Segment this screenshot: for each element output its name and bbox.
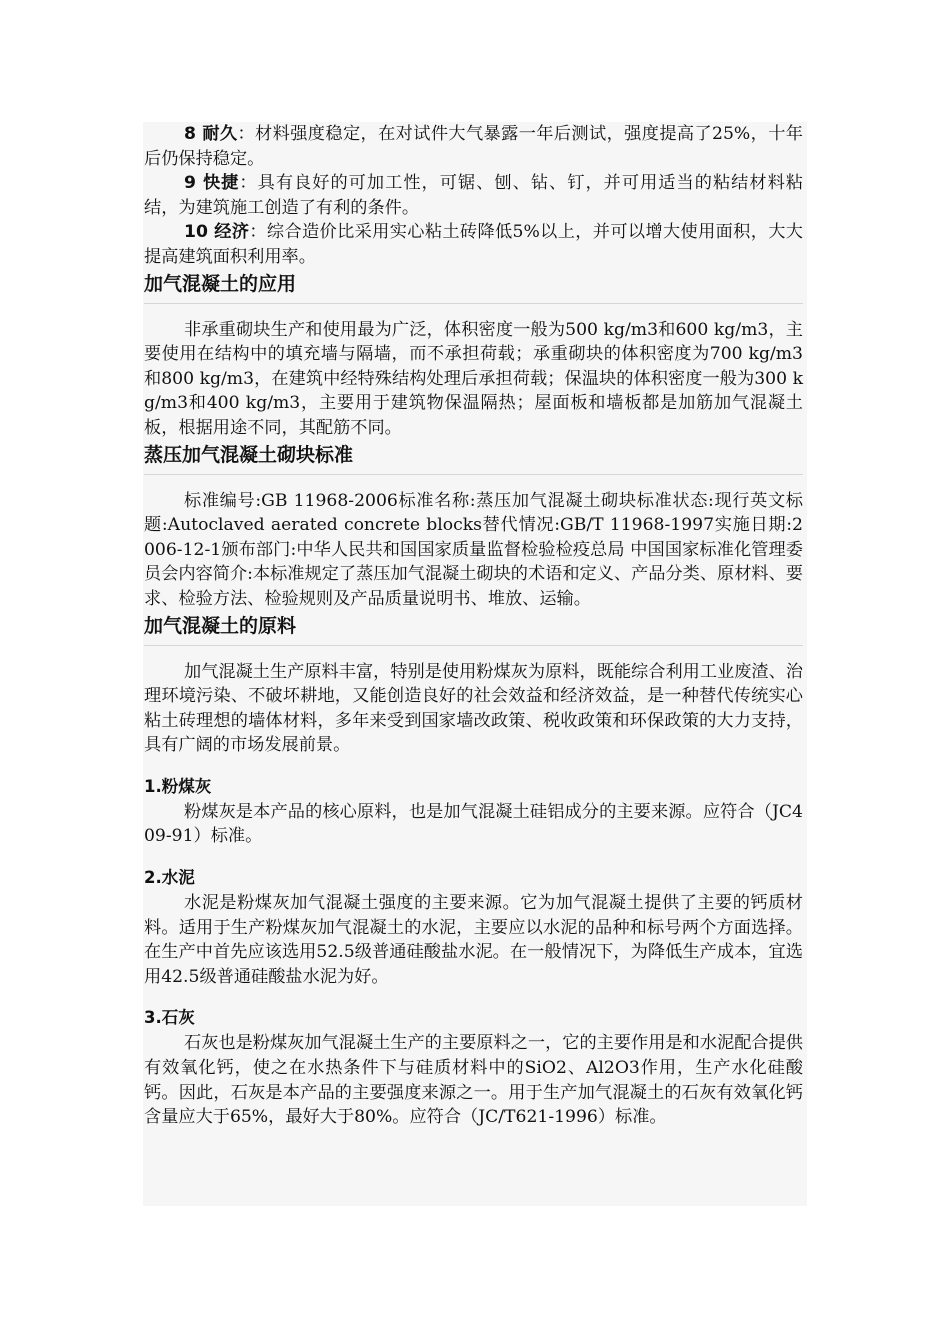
article-body [143,122,807,1206]
section-title-standard: 蒸压加气混凝土砌块标准 [144,441,803,475]
paragraph-application: 非承重砌块生产和使用最为广泛，体积密度一般为500 kg/m3和600 kg/m3，主要使用在结构中的填充墙与隔墙，而不承担荷载；承重砌块的体积密度为700 kg/m3和800 kg/m3，在建筑中经特殊结构处理后承担荷载；保温块的体积密度一般为300 kg/m3和400 kg/m3，主要用于建筑物保温隔热；屋面板和墙板都是加筋加气混凝土板，根据用途不同，其配筋不同。 [144,319,803,438]
spacer [144,849,803,865]
section-standard [144,475,803,612]
subsection-title-cement: 2.水泥 [144,868,195,888]
paragraph-flyash: 粉煤灰是本产品的核心原料，也是加气混凝土硅铝成分的主要来源。应符合（JC409-91）标准。 [144,801,803,847]
section-materials [144,646,803,1130]
text-economy: ：综合造价比采用实心粘土砖降低5%以上，并可以增大使用面积，大大提高建筑面积利用率。 [144,222,803,267]
label-quick: 9 快捷 [184,173,240,194]
paragraph-durability [144,122,803,171]
paragraph-quick [144,171,803,220]
article-inner [143,122,807,1130]
paragraph-cement: 水泥是粉煤灰加气混凝土强度的主要来源。它为加气混凝土提供了主要的钙质材料。适用于生产粉煤灰加气混凝土的水泥，主要应以水泥的品种和标号两个方面选择。在生产中首先应该选用52.5级普通硅酸盐水泥。在一般情况下，为降低生产成本，宜选用42.5级普通硅酸盐水泥为好。 [144,893,803,987]
text-quick: ：具有良好的可加工性，可锯、刨、钻、钉，并可用适当的粘结材料粘结，为建筑施工创造了有利的条件。 [144,173,803,218]
label-economy: 10 经济 [184,222,250,243]
label-durability: 8 耐久 [184,124,238,144]
paragraph-materials: 加气混凝土生产原料丰富，特别是使用粉煤灰为原料，既能综合利用工业废渣、治理环境污染、不破坏耕地，又能创造良好的社会效益和经济效益，是一种替代传统实心粘土砖理想的墙体材料，多年来受到国家墙改政策、税收政策和环保政策的大力支持，具有广阔的市场发展前景。 [144,661,803,756]
section-application [144,304,803,441]
section-title-application: 加气混凝土的应用 [144,270,803,304]
paragraph-economy [144,220,803,269]
section-title-materials: 加气混凝土的原料 [144,612,803,646]
spacer [144,989,803,1005]
spacer [144,758,803,774]
text-durability: ：材料强度稳定，在对试件大气暴露一年后测试，强度提高了25%，十年后仍保持稳定。 [144,124,803,169]
subsection-title-flyash: 1.粉煤灰 [144,776,212,796]
subsection-title-lime: 3.石灰 [144,1008,195,1028]
paragraph-standard: 标准编号:GB 11968-2006标准名称:蒸压加气混凝土砌块标准状态:现行英文标题:Autoclaved aerated concrete blocks替代情况:GB/T 11968-1997实施日期:2006-12-1颁布部门:中华人民共和国国家质量监督检验检疫总局 中国国家标准化管理委员会内容简介:本标准规定了蒸压加气混凝土砌块的术语和定义、产品分类、原材料、要求、检验方法、检验规则及产品质量说明书、堆放、运输。 [144,490,803,609]
paragraph-lime: 石灰也是粉煤灰加气混凝土生产的主要原料之一，它的主要作用是和水泥配合提供有效氧化钙，使之在水热条件下与硅质材料中的SiO2、Al2O3作用，生产水化硅酸钙。因此，石灰是本产品的主要强度来源之一。用于生产加气混凝土的石灰有效氧化钙含量应大于65%，最好大于80%。应符合（JC/T621-1996）标准。 [144,1033,803,1128]
